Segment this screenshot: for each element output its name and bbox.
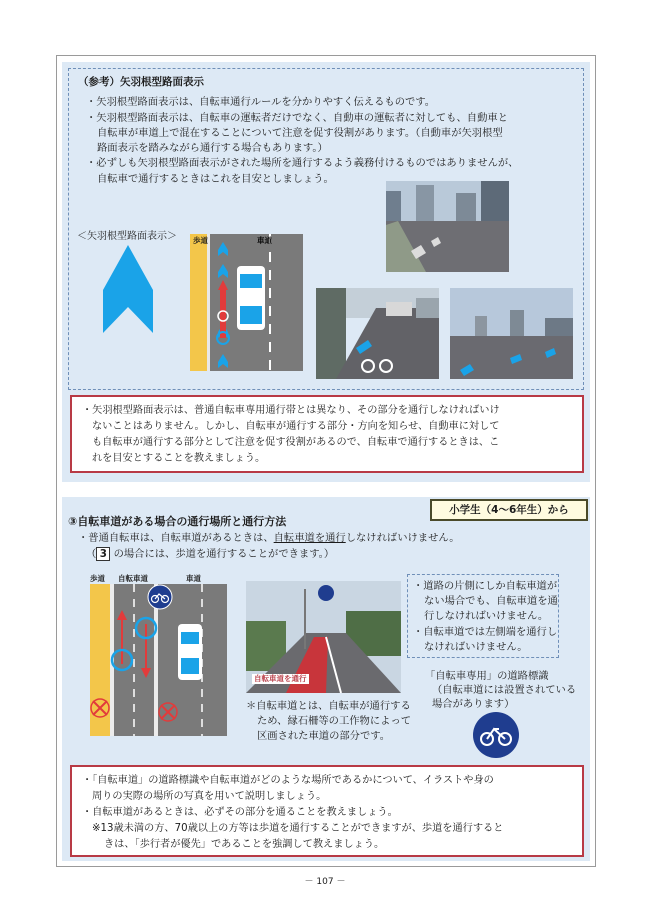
- bike-path-note-line: きは、「歩行者が優先」であることを強調して教えましょう。: [104, 839, 385, 850]
- reference-note-line: ・矢羽根型路面表示は、普通自転車専用通行帯とは異なり、その部分を通行しなければいけ: [82, 405, 500, 416]
- reference-note-line: れを目安とすることを教えましょう。: [92, 453, 266, 464]
- section3-line1-tail: しなければいけません。: [345, 532, 460, 544]
- road-photo-2: [316, 288, 439, 379]
- reference-title: （参考）矢羽根型路面表示: [78, 76, 204, 88]
- diagram2-bike-path-label: 自転車道: [118, 574, 148, 583]
- section3-line2: [86, 547, 334, 562]
- diagram1-sidewalk-label: 歩道: [193, 236, 208, 245]
- reference-bullet: ・矢羽根型路面表示は、自転車通行ルールを分かりやすく伝えるものです。: [86, 96, 436, 108]
- section3-line1-text: ・普通自転車は、自転車道があるときは、: [78, 532, 274, 544]
- bike-path-note-line: ・「自転車道」の道路標識や自転車道がどのような場所であるかについて、イラストや身の: [82, 775, 494, 786]
- sign-caption-line: （自転車道には設置されている: [432, 684, 577, 696]
- photo-label: 自転車道を通行: [254, 674, 307, 683]
- bike-path-note-line: ※13歳未満の方、70歳以上の方等は歩道を通行することができますが、歩道を通行すると: [92, 823, 504, 834]
- side-note-line: 行しなければいけません。: [424, 610, 549, 622]
- section3-line1: [78, 531, 460, 546]
- reference-bullet: 路面表示を踏みながら通行する場合もあります。）: [97, 142, 328, 154]
- road-diagram-1: [190, 234, 303, 371]
- diagram1-roadway-label: 車道: [257, 236, 272, 245]
- photo-note-line: ＊自転車道とは、自転車が通行する: [246, 700, 411, 712]
- marking-caption: ＜矢羽根型路面表示＞: [77, 231, 177, 242]
- reference-bullet: 自転車で通行するときはこれを目安としましょう。: [97, 173, 334, 185]
- bicycle-sign-small-icon: [147, 584, 173, 610]
- reference-bullet: ・矢羽根型路面表示は、自転車の運転者だけでなく、自動車の運転者に対しても、自動車と: [86, 112, 508, 124]
- diagram2-sidewalk-label: 歩道: [90, 574, 105, 583]
- reference-note-line: も自転車が通行する部分として注意を促す役割があるので、自転車で通行するときは、こ: [92, 437, 500, 448]
- bike-path-note-line: ・自転車道があるときは、必ずその部分を通ることを教えましょう。: [82, 807, 398, 818]
- section3-line1-underlined: 自転車道を通行: [273, 532, 346, 544]
- section3-title: ③自転車道がある場合の通行場所と通行方法: [68, 515, 287, 528]
- sign-caption-line: 「自転車専用」の道路標識: [425, 670, 549, 682]
- road-photo-3: [450, 288, 573, 379]
- side-note-line: ・自転車道では左側端を通行し: [413, 626, 558, 638]
- reference-note-line: ないことはありません。しかし、自転車が通行する部分・方向を知らせ、自動車に対して: [92, 421, 500, 432]
- section-number-box: 3: [96, 547, 110, 561]
- section3-line2-text: の場合には、歩道を通行することができます。）: [110, 548, 335, 560]
- side-note-line: なければいけません。: [424, 641, 528, 653]
- photo-note-line: 区画された車道の部分です。: [257, 730, 391, 742]
- section3-line2-open: （: [86, 548, 97, 560]
- page-number: － 107 －: [304, 877, 346, 887]
- grade-badge: 小学生（4～6年生）から: [430, 499, 588, 521]
- reference-bullet: ・必ずしも矢羽根型路面表示がされた場所を通行するよう義務付けるものではありませんが、: [86, 157, 519, 169]
- bicycle-only-sign-icon: [472, 711, 520, 759]
- side-note-line: ない場合でも、自転車道を通: [424, 595, 558, 607]
- side-note-line: ・道路の片側にしか自転車道が: [413, 580, 558, 592]
- reference-note-box: [70, 395, 584, 473]
- diagram2-roadway-label: 車道: [186, 574, 201, 583]
- photo-note-line: ため、縁石柵等の工作物によって: [257, 715, 412, 727]
- bike-path-note-line: 周りの実際の場所の写真を用いて説明しましょう。: [92, 791, 327, 802]
- bike-path-note-box: [70, 765, 584, 857]
- sign-caption-line: 場合があります）: [432, 698, 515, 710]
- arrow-marking-icon: [103, 245, 153, 335]
- reference-bullet: 自転車が車道上で混在することについて注意を促す役割があります。（自動車が矢羽根型: [97, 127, 503, 139]
- road-photo-1: [386, 181, 509, 272]
